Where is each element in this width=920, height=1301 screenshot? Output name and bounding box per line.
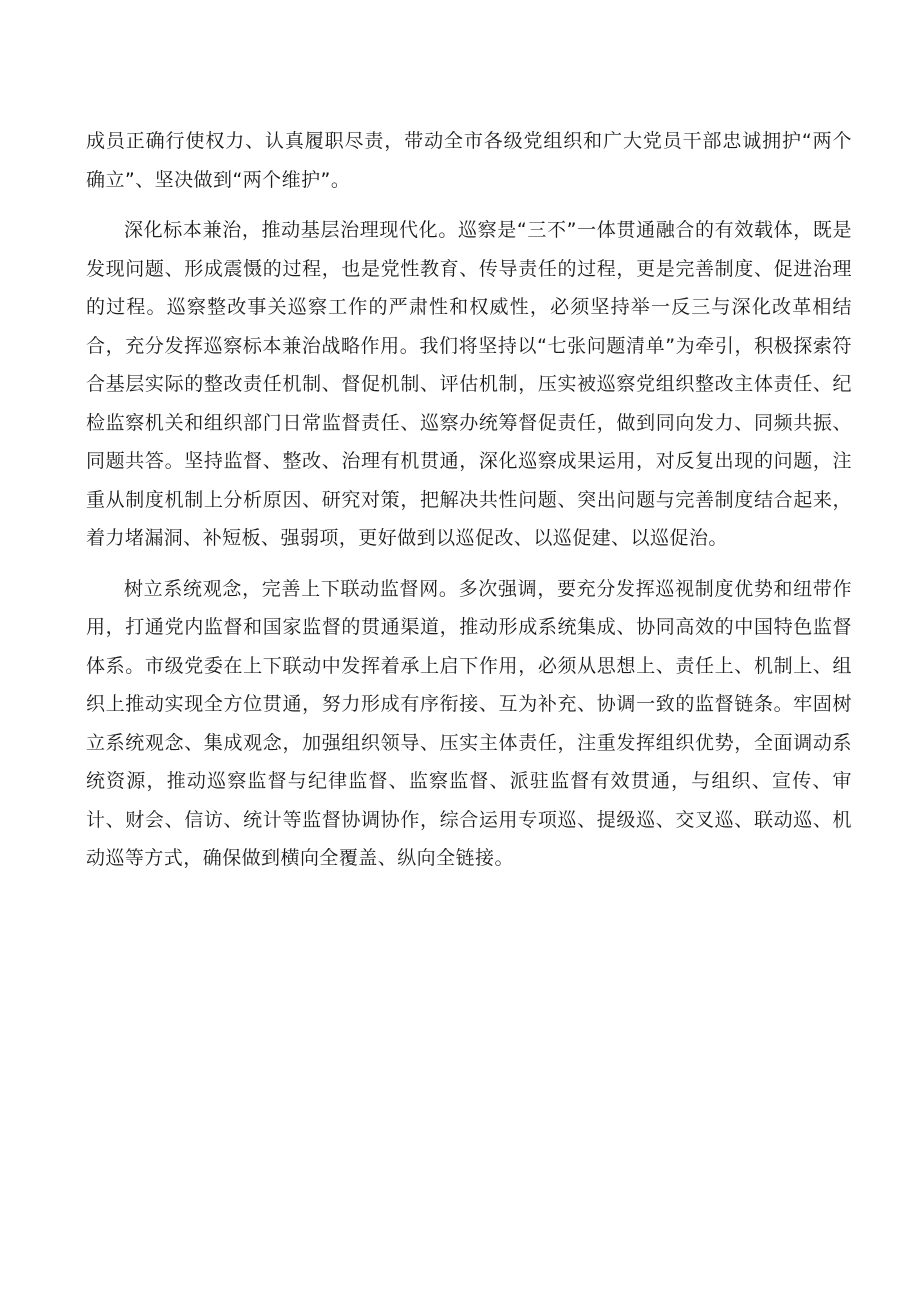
paragraph-system-supervision: 树立系统观念，完善上下联动监督网。多次强调，要充分发挥巡视制度优势和纽带作用，打通党内监督和国家监督的贯通渠道，推动形成系统集成、协同高效的中国特色监督体系。市级党委在上下联动中发挥着承上启下作用，必须从思想上、责任上、机制上、组织上推动实现全方位贯通，努力形成有序衔接、互为补充、协调一致的监督链条。牢固树立系统观念、集成观念，加强组织领导、压实主体责任，注重发挥组织优势，全面调动系统资源，推动巡察监督与纪律监督、监察监督、派驻监督有效贯通，与组织、宣传、审计、财会、信访、统计等监督协调协作，综合运用专项巡、提级巡、交叉巡、联动巡、机动巡等方式，确保做到横向全覆盖、纵向全链接。 xyxy=(86,577,852,869)
paragraph-continuation: 成员正确行使权力、认真履职尽责，带动全市各级党组织和广大党员干部忠诚拥护“两个确立”、坚决做到“两个维护”。 xyxy=(86,130,852,191)
document-body xyxy=(86,122,852,890)
paragraph-deepen-governance: 深化标本兼治，推动基层治理现代化。巡察是“三不”一体贯通融合的有效载体，既是发现问题、形成震慑的过程，也是党性教育、传导责任的过程，更是完善制度、促进治理的过程。巡察整改事关巡察工作的严肃性和权威性，必须坚持举一反三与深化改革相结合，充分发挥巡察标本兼治战略作用。我们将坚持以“七张问题清单”为牵引，积极探索符合基层实际的整改责任机制、督促机制、评估机制，压实被巡察党组织整改主体责任、纪检监察机关和组织部门日常监督责任、巡察办统筹督促责任，做到同向发力、同频共振、同题共答。坚持监督、整改、治理有机贯通，深化巡察成果运用，对反复出现的问题，注重从制度机制上分析原因、研究对策，把解决共性问题、突出问题与完善制度结合起来，着力堵漏洞、补短板、强弱项，更好做到以巡促改、以巡促建、以巡促治。 xyxy=(86,219,852,549)
